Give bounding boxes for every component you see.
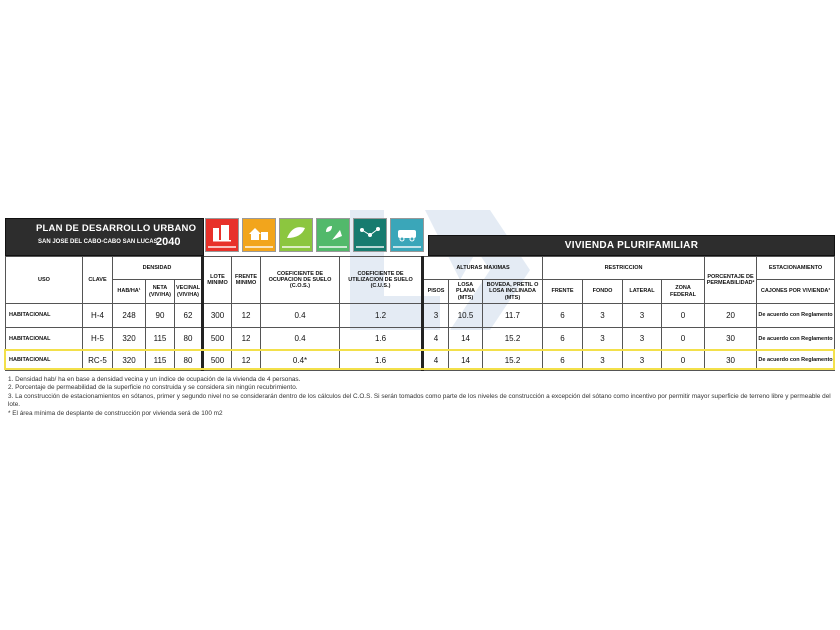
cell-zf: 0 xyxy=(662,304,705,328)
cell-fondo: 3 xyxy=(583,351,623,371)
col-lote: LOTE MINIMO xyxy=(203,257,232,304)
cell-hab: 248 xyxy=(113,304,146,328)
table-row xyxy=(6,304,835,328)
cell-lateral: 3 xyxy=(623,328,662,351)
zoning-table xyxy=(5,256,835,371)
cell-perm: 20 xyxy=(705,304,757,328)
col-restr-frente: FRENTE xyxy=(543,280,583,304)
cell-hab: 320 xyxy=(113,351,146,371)
col-clave: CLAVE xyxy=(83,257,113,304)
cell-cus: 1.6 xyxy=(340,351,423,371)
cell-lateral: 3 xyxy=(623,351,662,371)
banner-subtitle: SAN JOSE DEL CABO-CABO SAN LUCAS xyxy=(38,239,158,245)
col-alturas: ALTURAS MAXIMAS xyxy=(423,257,543,280)
cell-cus: 1.6 xyxy=(340,328,423,351)
col-cus: COEFICIENTE DE UTILIZACION DE SUELO (C.U.S.) xyxy=(340,257,423,304)
col-hab-ha: HAB/HA¹ xyxy=(113,280,146,304)
header-row-1 xyxy=(6,257,835,280)
cell-frente: 12 xyxy=(232,328,261,351)
cell-lateral: 3 xyxy=(623,304,662,328)
cell-cus: 1.2 xyxy=(340,304,423,328)
cell-boveda: 11.7 xyxy=(483,304,543,328)
banner-title: PLAN DE DESARROLLO URBANO xyxy=(36,223,197,234)
footnote-2: 2. Porcentaje de permeabilidad de la superficie no construida y se considera sin ningún recubrimiento. xyxy=(8,384,298,392)
cell-lote: 500 xyxy=(203,351,232,371)
cell-neta: 90 xyxy=(146,304,175,328)
network-icon xyxy=(353,218,387,252)
col-losa-plana: LOSA PLANA (MTS) xyxy=(449,280,483,304)
cell-frente: 12 xyxy=(232,351,261,371)
cell-fondo: 3 xyxy=(583,304,623,328)
col-lateral: LATERAL xyxy=(623,280,662,304)
banner-year: 2040 xyxy=(156,236,181,248)
footnotes xyxy=(8,376,834,418)
col-estacionamiento: ESTACIONAMIENTO xyxy=(757,257,835,280)
cell-pisos: 4 xyxy=(423,328,449,351)
cell-fondo: 3 xyxy=(583,328,623,351)
city-icon xyxy=(205,218,239,252)
cell-losa: 14 xyxy=(449,328,483,351)
cell-uso: HABITACIONAL xyxy=(6,351,83,371)
cell-neta: 115 xyxy=(146,351,175,371)
cell-clave: H-5 xyxy=(83,328,113,351)
houses-icon xyxy=(242,218,276,252)
cell-cos: 0.4* xyxy=(261,351,340,371)
cell-vecinal: 80 xyxy=(175,351,203,371)
cell-vecinal: 62 xyxy=(175,304,203,328)
col-zona-federal: ZONA FEDERAL xyxy=(662,280,705,304)
col-restriccion: RESTRICCION xyxy=(543,257,705,280)
vivienda-plurifamiliar-title: VIVIENDA PLURIFAMILIAR xyxy=(428,235,835,256)
vehicle-icon xyxy=(390,218,424,252)
cell-clave: H-4 xyxy=(83,304,113,328)
table-row-highlighted xyxy=(6,351,835,371)
col-boveda: BOVEDA, PRETIL O LOSA INCLINADA (MTS) xyxy=(483,280,543,304)
col-permeabilidad: PORCENTAJE DE PERMEABILIDAD² xyxy=(705,257,757,304)
cell-r-frente: 6 xyxy=(543,304,583,328)
cell-zf: 0 xyxy=(662,351,705,371)
table-row xyxy=(6,328,835,351)
cell-cos: 0.4 xyxy=(261,328,340,351)
cell-cajones: De acuerdo con Reglamento xyxy=(757,304,835,328)
cell-cajones: De acuerdo con Reglamento xyxy=(757,328,835,351)
col-densidad: DENSIDAD xyxy=(113,257,203,280)
cell-neta: 115 xyxy=(146,328,175,351)
col-cos: COEFICIENTE DE OCUPACION DE SUELO (C.O.S.) xyxy=(261,257,340,304)
cell-boveda: 15.2 xyxy=(483,328,543,351)
cell-frente: 12 xyxy=(232,304,261,328)
cell-cos: 0.4 xyxy=(261,304,340,328)
cell-losa: 10.5 xyxy=(449,304,483,328)
cell-r-frente: 6 xyxy=(543,328,583,351)
cell-cajones: De acuerdo con Reglamento xyxy=(757,351,835,371)
col-vecinal: VECINAL (VIV/HA) xyxy=(175,280,203,304)
cell-r-frente: 6 xyxy=(543,351,583,371)
nature-icon xyxy=(316,218,350,252)
cell-pisos: 4 xyxy=(423,351,449,371)
footnote-1: 1. Densidad hab/ ha en base a densidad vecina y un índice de ocupación de la vivienda de 4 personas. xyxy=(8,376,301,383)
cell-perm: 30 xyxy=(705,351,757,371)
cell-perm: 30 xyxy=(705,328,757,351)
cell-vecinal: 80 xyxy=(175,328,203,351)
cell-pisos: 3 xyxy=(423,304,449,328)
col-frente-minimo: FRENTE MINIMO xyxy=(232,257,261,304)
cell-boveda: 15.2 xyxy=(483,351,543,371)
col-uso: USO xyxy=(6,257,83,304)
cell-clave: RC-5 xyxy=(83,351,113,371)
leaf-icon xyxy=(279,218,313,252)
col-pisos: PISOS xyxy=(423,280,449,304)
col-cajones: CAJONES POR VIVIENDA³ xyxy=(757,280,835,304)
cell-lote: 300 xyxy=(203,304,232,328)
footnote-asterisk: * El área mínima de desplante de construcción por vivienda será de 100 m2 xyxy=(8,409,223,417)
cell-uso: HABITACIONAL xyxy=(6,328,83,351)
col-fondo: FONDO xyxy=(583,280,623,304)
plan-banner xyxy=(5,218,204,256)
cell-losa: 14 xyxy=(449,351,483,371)
col-neta: NETA (VIV/HA) xyxy=(146,280,175,304)
cell-hab: 320 xyxy=(113,328,146,351)
cell-uso: HABITACIONAL xyxy=(6,304,83,328)
footnote-3: 3. La construcción de estacionamientos en sótanos, primer y segundo nivel no se considerarán dentro de los cálculos del C.O.S. Si serán tomados como parte de los niveles de construcción a excepción del sótano como incentivo por permitir mayor superficie de terreno libre y permeable del lote. xyxy=(8,392,831,409)
cell-zf: 0 xyxy=(662,328,705,351)
cell-lote: 500 xyxy=(203,328,232,351)
